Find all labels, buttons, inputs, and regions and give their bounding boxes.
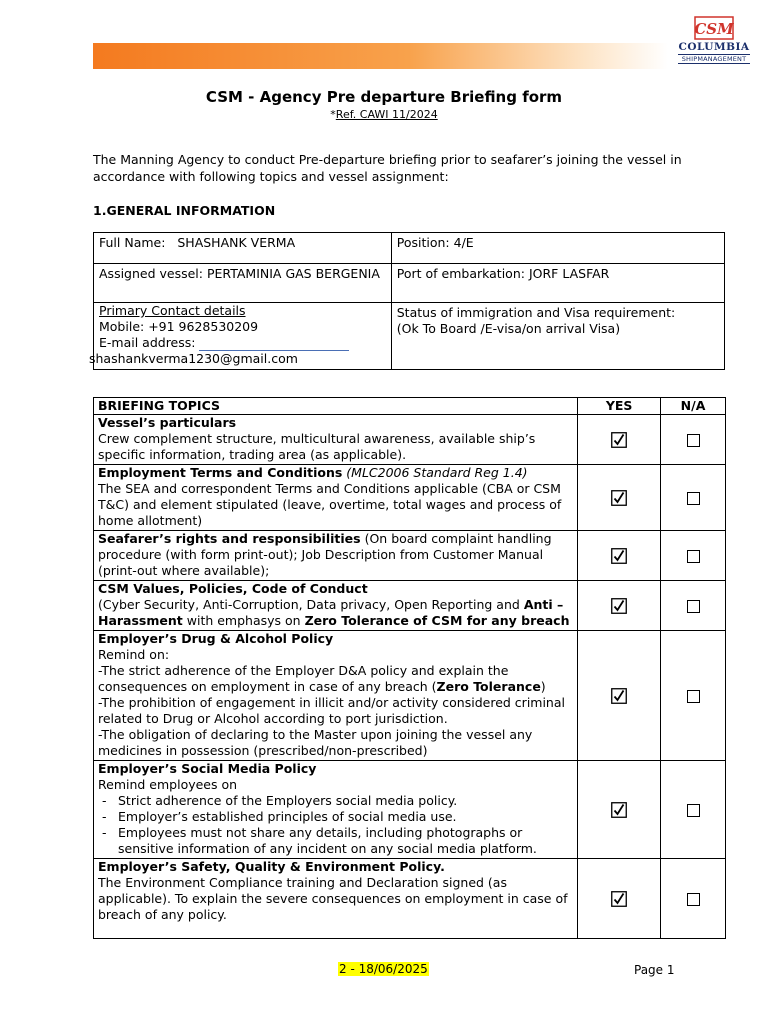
- contact-heading: Primary Contact details: [99, 303, 246, 318]
- intro-text: The Manning Agency to conduct Pre-departure briefing prior to seafarer’s joining the vessel in accordance with following topics and vessel assignment:: [93, 152, 682, 184]
- checked-checkbox-icon[interactable]: [611, 598, 627, 614]
- section-general-heading: 1.GENERAL INFORMATION: [93, 203, 276, 218]
- checked-checkbox-icon[interactable]: [611, 688, 627, 704]
- briefing-table: [93, 397, 726, 939]
- list-item: - Strict adherence of the Employers social media policy.: [98, 793, 573, 809]
- table-row: Employment Terms and Conditions (MLC2006 Standard Reg 1.4) The SEA and correspondent Terms and Conditions applicable (CBA or CSM T&C) and element stipulated (leave, overtime, total wages and process of home allotment): [94, 465, 726, 531]
- list-item: - Employees must not share any details, including photographs or sensitive information of any incident on any social media platform.: [98, 825, 573, 857]
- mobile-value: +91 9628530209: [148, 319, 259, 334]
- checked-checkbox-icon[interactable]: [611, 432, 627, 448]
- full-name-value: SHASHANK VERMA: [177, 235, 296, 250]
- empty-checkbox-icon[interactable]: [687, 690, 700, 703]
- table-row: Employer’s Safety, Quality & Environment Policy. The Environment Compliance training and Declaration signed (as applicable). To explain the severe consequences on employment in case of breach of any policy.: [94, 859, 726, 939]
- empty-checkbox-icon[interactable]: [687, 492, 700, 505]
- checked-checkbox-icon[interactable]: [611, 548, 627, 564]
- empty-checkbox-icon[interactable]: [687, 804, 700, 817]
- empty-checkbox-icon[interactable]: [687, 434, 700, 447]
- general-info-table: [89, 232, 725, 370]
- reference: *Ref. CAWI 11/2024: [330, 108, 438, 121]
- table-row: Seafarer’s rights and responsibilities (On board complaint handling procedure (with form print-out); Job Description from Customer Manual (print-out where available);: [94, 531, 726, 581]
- status-cell: Status of immigration and Visa requirement: (Ok To Board /E-visa/on arrival Visa): [391, 303, 724, 370]
- company-logo: [672, 16, 756, 70]
- table-row: Employer’s Social Media Policy Remind employees on - Strict adherence of the Employers social media policy. - Employer’s established principles of social media use. - Employees must not share any details, including photographs or sensitive information of any incident on any social media platform.: [94, 761, 726, 859]
- header-banner: [93, 43, 668, 69]
- checked-checkbox-icon[interactable]: [611, 802, 627, 818]
- footer-page-number: Page 1: [634, 963, 675, 977]
- col-na: N/A: [661, 398, 726, 415]
- footer-version: 2 - 18/06/2025: [339, 962, 428, 976]
- page-title: CSM - Agency Pre departure Briefing form: [205, 88, 563, 106]
- full-name-cell: Full Name: SHASHANK VERMA: [94, 233, 392, 264]
- position-cell: Position: 4/E: [391, 233, 724, 264]
- csm-logo-icon: [694, 16, 734, 40]
- empty-checkbox-icon[interactable]: [687, 550, 700, 563]
- svg-text:CSM: CSM: [694, 20, 734, 38]
- port-value: JORF LASFAR: [528, 266, 610, 281]
- vessel-cell: Assigned vessel: PERTAMINIA GAS BERGENIA: [94, 264, 392, 303]
- logo-subtitle: SHIPMANAGEMENT: [678, 54, 750, 64]
- empty-checkbox-icon[interactable]: [687, 600, 700, 613]
- position-value: 4/E: [453, 235, 474, 250]
- table-row: Vessel’s particulars Crew complement structure, multicultural awareness, available ship’s specific information, trading area (as applicable).: [94, 415, 726, 465]
- table-row: Employer’s Drug & Alcohol Policy Remind on: -The strict adherence of the Employer D&A policy and explain the consequences on employment in case of any breach (Zero Tolerance) -The prohibition of engagement in illicit and/or activity considered criminal related to Drug or Alcohol according to port jurisdiction. -The obligation of declaring to the Master upon joining the vessel any medicines in possession (prescribed/non-prescribed): [94, 631, 726, 761]
- col-yes: YES: [578, 398, 661, 415]
- table-row: CSM Values, Policies, Code of Conduct (Cyber Security, Anti-Corruption, Data privacy, Open Reporting and Anti – Harassment with emphasys on Zero Tolerance of CSM for any breach: [94, 581, 726, 631]
- vessel-value: PERTAMINIA GAS BERGENIA: [206, 266, 380, 281]
- email-value: shashankverma1230@gmail.com: [89, 351, 298, 366]
- col-topics: BRIEFING TOPICS: [94, 398, 578, 415]
- list-item: - Employer’s established principles of social media use.: [98, 809, 573, 825]
- logo-name: COLUMBIA: [678, 41, 750, 53]
- empty-checkbox-icon[interactable]: [687, 893, 700, 906]
- contact-cell: Primary Contact details Mobile: +91 9628530209 E-mail address: shashankverma1230@gmail.com: [94, 303, 392, 370]
- port-cell: Port of embarkation: JORF LASFAR: [391, 264, 724, 303]
- checked-checkbox-icon[interactable]: [611, 891, 627, 907]
- checked-checkbox-icon[interactable]: [611, 490, 627, 506]
